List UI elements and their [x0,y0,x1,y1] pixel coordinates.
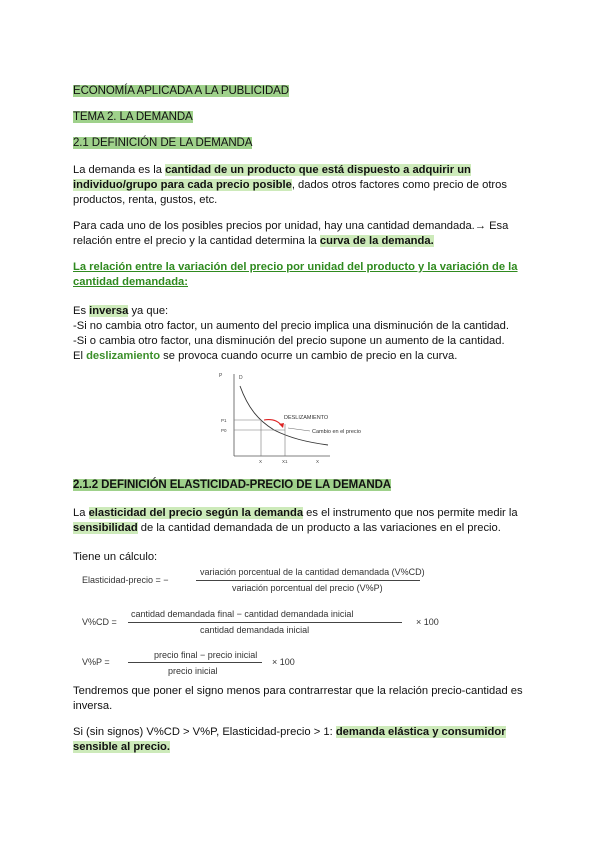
formula3-mult: × 100 [272,657,295,667]
course-title-text: ECONOMÍA APLICADA A LA PUBLICIDAD [73,85,289,97]
p1-a: La demanda es la [73,164,166,176]
p4-line2: -Si no cambia otro factor, un aumento del precio implica una disminución de la cantidad. [73,320,509,332]
formula3-den: precio inicial [168,666,218,676]
y-axis-label: P [219,373,223,379]
formula1-num: variación porcentual de la cantidad demandada (V%CD) [200,567,425,577]
formula2-num: cantidad demandada final − cantidad demandada inicial [131,609,354,619]
p1-e: productos, renta, gustos, etc. [73,194,218,206]
p4-b: inversa [89,305,129,317]
p7-line2: inversa. [73,700,113,712]
p4-line1 [73,304,168,319]
formula3-lhs: V%P = [82,657,110,667]
p1-c: individuo/grupo para cada precio posible [73,179,292,191]
p6-text: Tiene un cálculo: [73,551,158,563]
formula2-bar [128,622,402,623]
x-axis-label: X [316,459,320,464]
p8-line1 [73,725,506,740]
p5-c: es el instrumento que nos permite medir la [303,507,518,519]
demand-curve-graph [210,368,400,470]
formula2-den: cantidad demandada inicial [200,625,310,635]
p7-line1: Tendremos que poner el signo menos para contrarrestar que la relación precio-cantidad es [73,685,523,697]
formula1-bar [196,580,420,581]
p4-l4c: se provoca cuando ocurre un cambio de precio en la curva. [160,350,458,362]
subsection-title-text: 2.1.2 DEFINICIÓN ELASTICIDAD-PRECIO DE LA DEMANDA [73,479,391,491]
p5-d: sensibilidad [73,522,138,534]
section-title-text: 2.1 DEFINICIÓN DE LA DEMANDA [73,137,253,149]
topic-title-text: TEMA 2. LA DEMANDA [73,111,193,123]
p2-l2b: curva de la demanda. [319,235,434,247]
curve-label: D [239,375,243,381]
topic-title [73,110,193,125]
change-pointer [288,428,310,431]
p5-e: de la cantidad demandada de un producto a las variaciones en el precio. [137,522,501,534]
p4-line3: -Si o cambia otro factor, una disminución del precio supone un aumento de la cantidad. [73,335,505,347]
change-label: Cambio en el precio [312,429,361,435]
p0-label: P0 [221,428,227,433]
p3-line1: La relación entre la variación del precio por unidad del producto y la variación de la [73,261,518,273]
course-title [73,84,289,99]
p5-line2 [73,521,501,536]
formula1-lhs: Elasticidad-precio = − [82,575,169,585]
formula1-den: variación porcentual del precio (V%P) [232,583,383,593]
p4-l4a: El [73,350,87,362]
p8-line2 [73,740,170,755]
p1-label: P1 [221,418,227,423]
p1-line2 [73,178,507,193]
p4-c: ya que: [128,305,169,317]
x1-label: X1 [282,459,288,464]
p3-line2: cantidad demandada: [73,276,189,288]
slide-label: DESLIZAMIENTO [284,415,329,421]
p8-b: demanda elástica y consumidor [335,726,506,738]
p1-line1 [73,163,471,178]
p5-a: La [73,507,89,519]
formula3-num: precio final − precio inicial [154,650,258,660]
p1-d: , dados otros factores como precio de otros [291,179,507,191]
formula3-bar [128,662,262,663]
p5-line1 [73,506,518,521]
formula2-lhs: V%CD = [82,617,117,627]
p2-line2 [73,234,434,249]
p1-b: cantidad de un producto que está dispuesto a adquirir un [165,164,471,176]
x0-label: X [259,459,263,464]
p4-l4b: deslizamiento [86,350,161,362]
p5-b: elasticidad del precio según la demanda [88,507,304,519]
subsection-title [73,478,391,493]
section-title [73,136,252,151]
p2-line1: Para cada uno de los posibles precios por unidad, hay una cantidad demandada.→ Esa [73,220,509,232]
p4-line4 [73,349,457,364]
p1-line3 [73,193,217,208]
formula2-mult: × 100 [416,617,439,627]
p8-c: sensible al precio. [73,741,171,753]
p2-l2a: relación entre el precio y la cantidad determina la [73,235,320,247]
p8-a: Si (sin signos) V%CD > V%P, Elasticidad-precio > 1: [73,726,336,738]
p4-a: Es [73,305,90,317]
